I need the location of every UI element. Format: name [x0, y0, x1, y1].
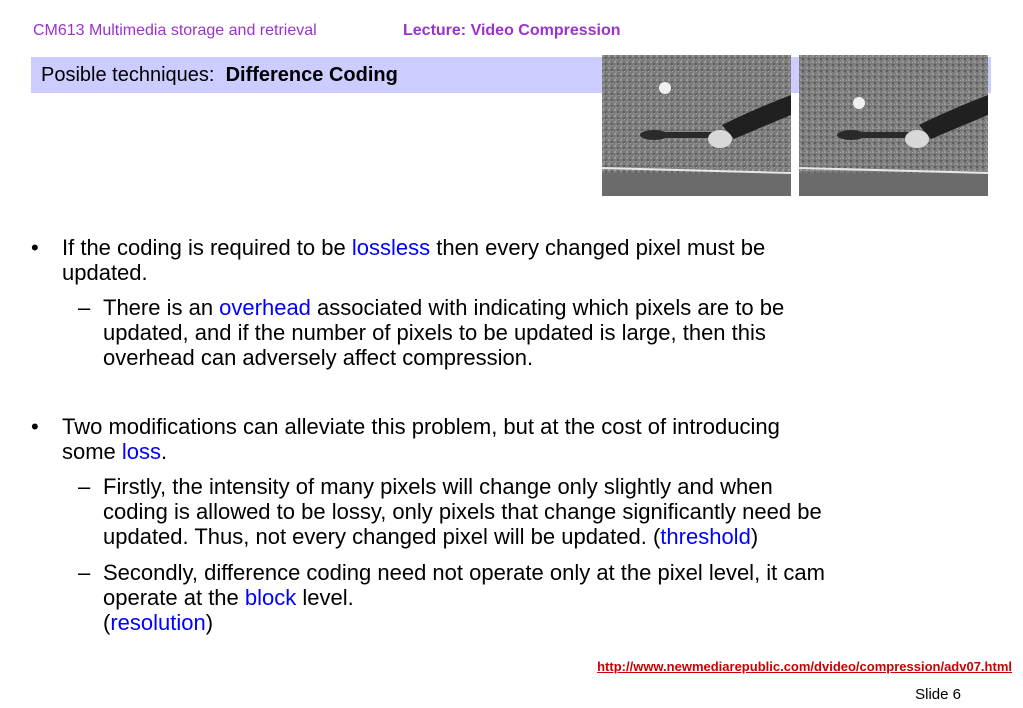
text: operate at the: [103, 585, 245, 610]
text: updated. Thus, not every changed pixel will be updated. (: [103, 524, 661, 549]
sub-bullet-2-2-line-1: Secondly, difference coding need not operate only at the pixel level, it cam: [103, 560, 825, 585]
course-title: CM613 Multimedia storage and retrieval: [33, 22, 317, 39]
text: There is an: [103, 295, 220, 320]
sub-bullet-marker: –: [78, 295, 91, 320]
text: (: [103, 610, 111, 635]
text: level.: [296, 585, 354, 610]
bullet-1-line-1: [62, 235, 962, 260]
sub-bullet-2-1-line-1: Firstly, the intensity of many pixels will change only slightly and when: [103, 474, 773, 499]
video-frame-2-image: [799, 55, 988, 196]
highlight-overhead: overhead: [219, 295, 311, 320]
highlight-loss: loss: [121, 439, 162, 464]
text: associated with indicating which pixels are to be: [310, 295, 785, 320]
sub-bullet-marker: –: [78, 560, 91, 585]
bullet-1-line-2: updated.: [62, 260, 148, 285]
sub-bullet-1-1-line-2: updated, and if the number of pixels to be updated is large, then this: [103, 320, 766, 345]
sub-bullet-2-1-line-2: coding is allowed to be lossy, only pixels that change significantly need be: [103, 499, 822, 524]
video-frame-1-image: [602, 55, 791, 196]
highlight-lossless: lossless: [351, 235, 431, 260]
highlight-resolution: resolution: [110, 610, 206, 635]
highlight-block: block: [244, 585, 297, 610]
sub-bullet-1-1-line-1: [103, 295, 983, 320]
bullet-marker: •: [31, 414, 39, 439]
text: .: [161, 439, 168, 464]
source-link[interactable]: http://www.newmediarepublic.com/dvideo/compression/adv07.html: [597, 659, 1012, 674]
slide-number: Slide 6: [915, 686, 961, 703]
text: some: [62, 439, 122, 464]
slide-title: [41, 64, 398, 87]
text: If the coding is required to be: [62, 235, 352, 260]
lecture-title: Lecture: Video Compression: [403, 22, 621, 39]
text: ): [205, 610, 214, 635]
bullet-2-line-1: Two modifications can alleviate this problem, but at the cost of introducing: [62, 414, 780, 439]
slide-title-prefix: Posible techniques:: [41, 64, 215, 86]
sub-bullet-marker: –: [78, 474, 91, 499]
text: ): [750, 524, 759, 549]
sub-bullet-1-1-line-3: overhead can adversely affect compression.: [103, 345, 534, 370]
sub-bullet-2-2-line-2: [103, 585, 983, 610]
sub-bullet-2-1-line-3: [103, 524, 983, 549]
text: then every changed pixel must be: [430, 235, 766, 260]
highlight-threshold: threshold: [660, 524, 751, 549]
sub-bullet-2-2-line-3: [103, 610, 983, 635]
bullet-marker: •: [31, 235, 39, 260]
bullet-2-line-2: [62, 439, 962, 464]
slide-title-emphasis: Difference Coding: [225, 64, 398, 86]
